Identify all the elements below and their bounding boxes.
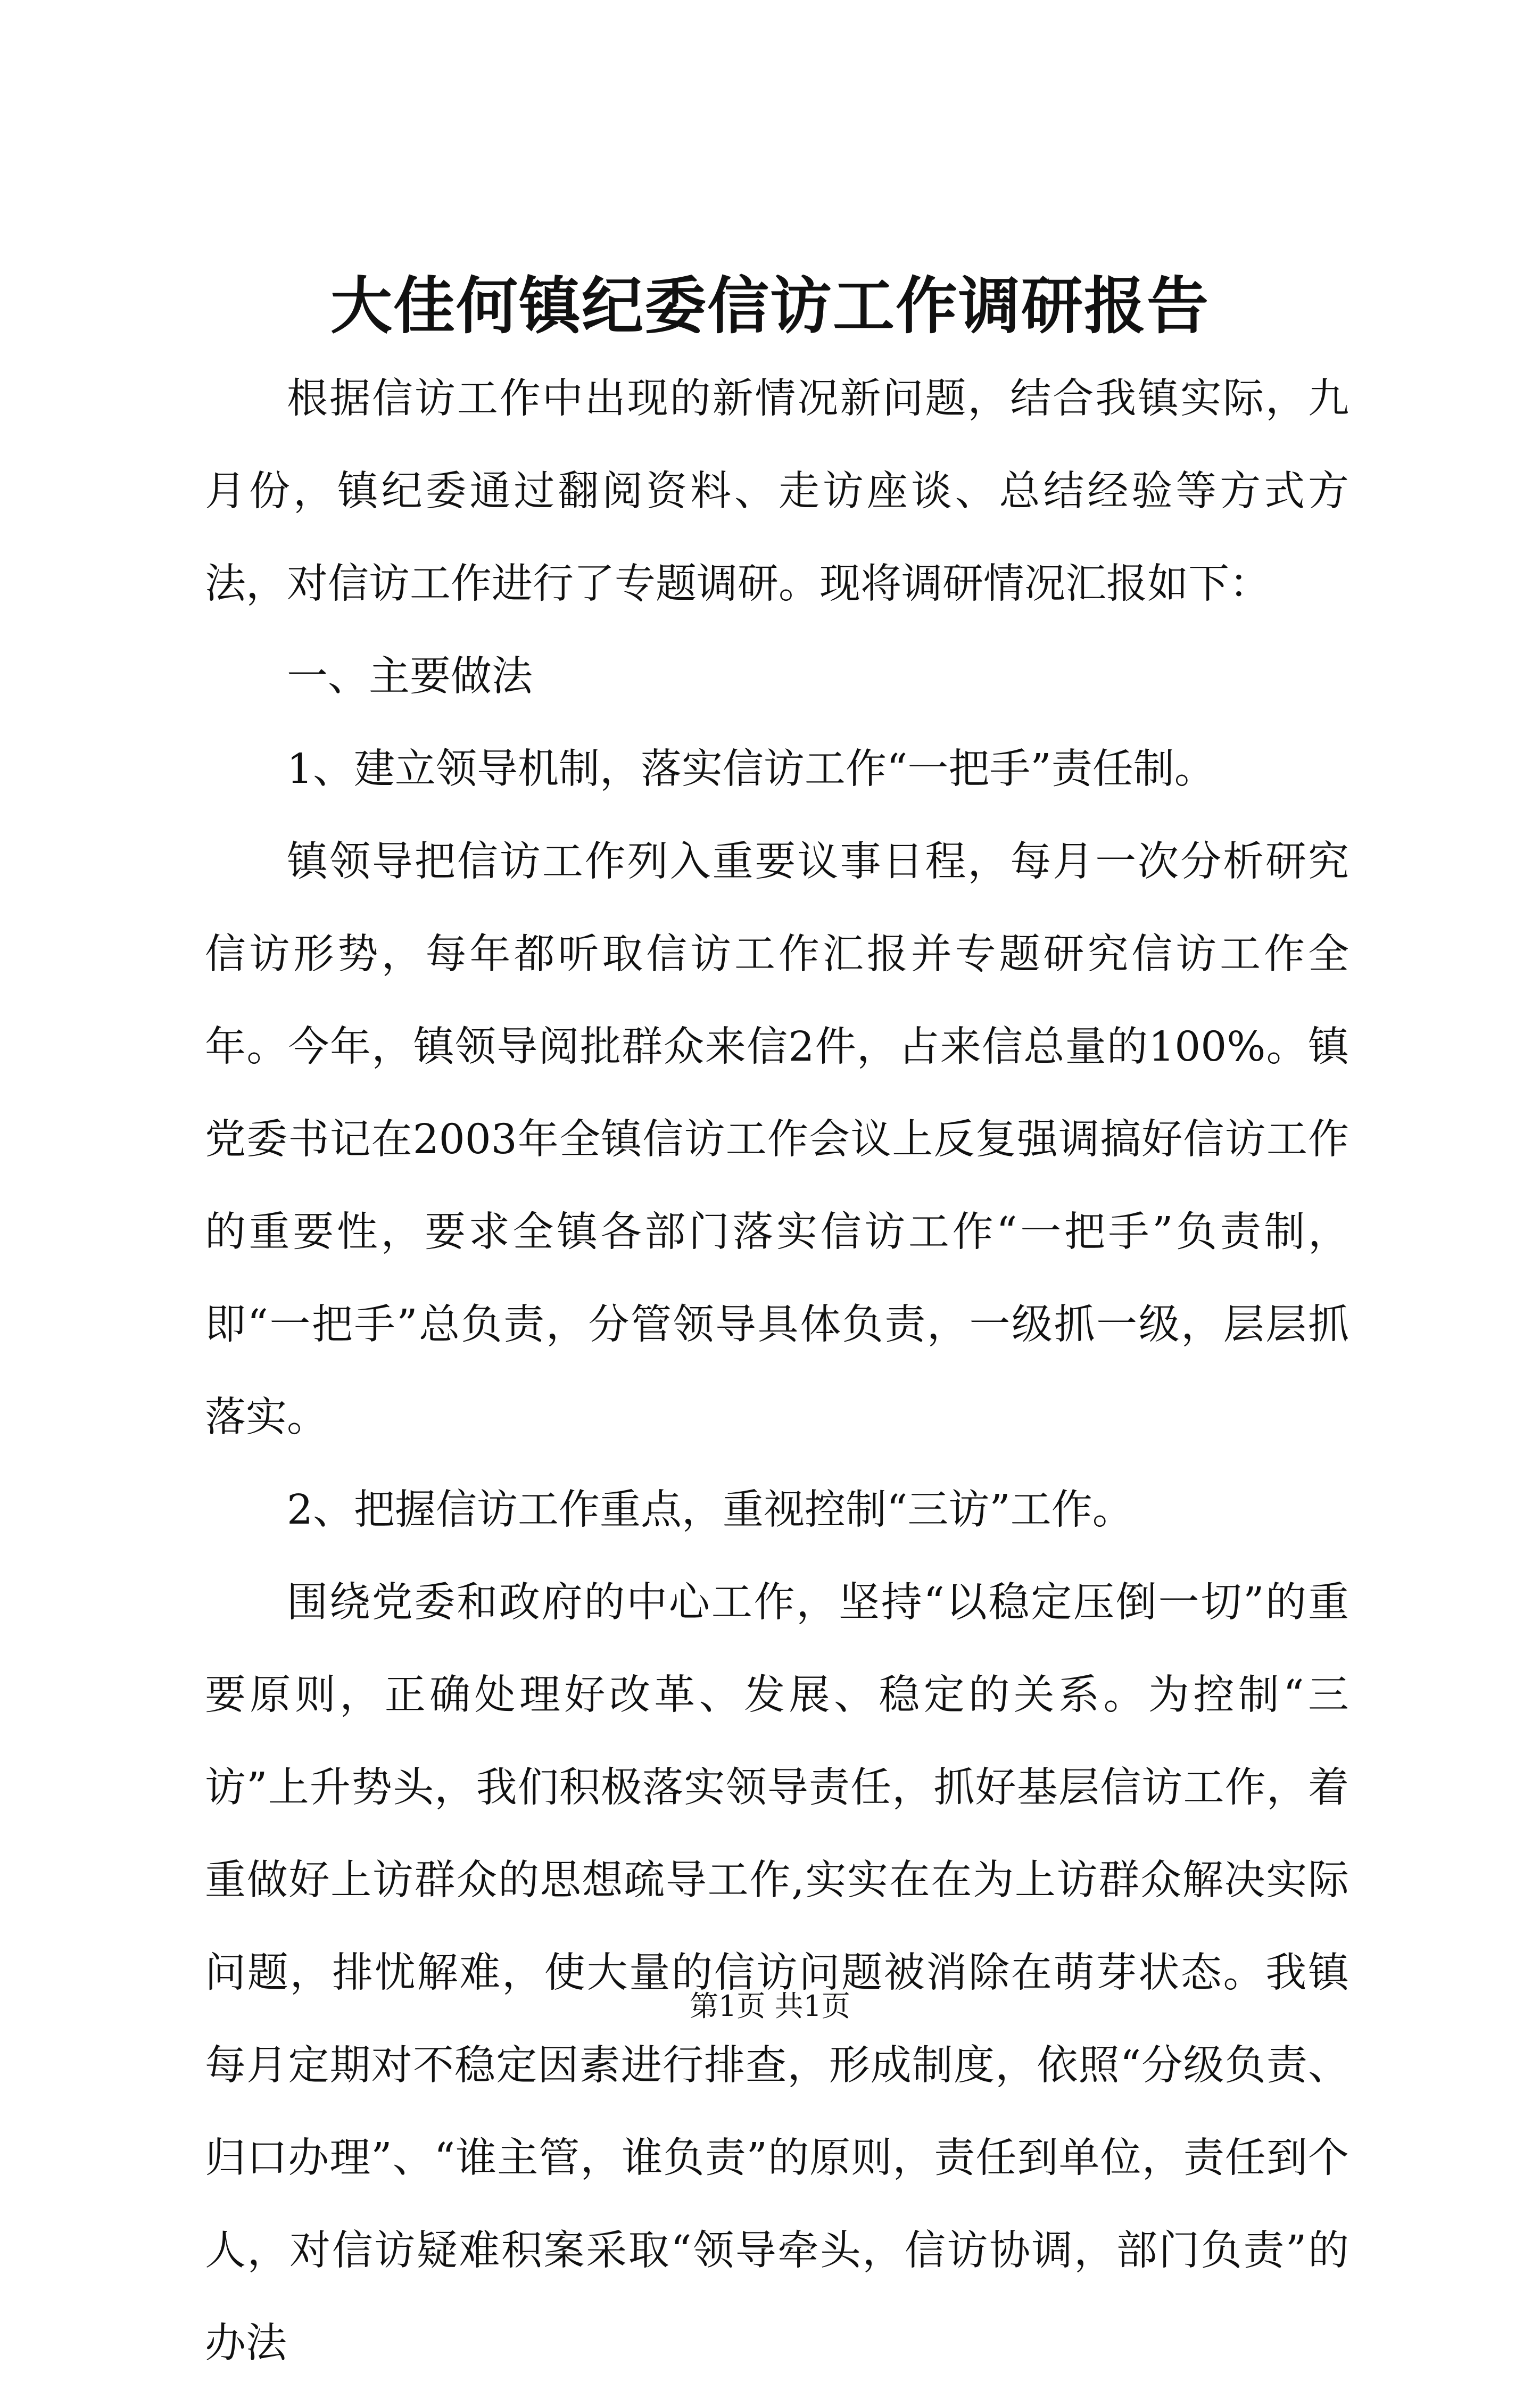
subheading-leadership-mechanism: 1、建立领导机制，落实信访工作“一把手”责任制。: [287, 746, 1215, 793]
document-body: [205, 353, 1349, 2390]
subheading-key-points: 2、把握信访工作重点，重视控制“三访”工作。: [287, 1486, 1133, 1534]
paragraph-intro: 根据信访工作中出现的新情况新问题，结合我镇实际，九月份，镇纪委通过翻阅资料、走访座谈、总结经验等方式方法，对信访工作进行了专题调研。现将调研情况汇报如下：: [205, 375, 1349, 608]
section-heading-main-practices: 一、主要做法: [287, 653, 533, 700]
paragraph-key-points-details: 围绕党委和政府的中心工作，坚持“以稳定压倒一切”的重要原则，正确处理好改革、发展、稳定的关系。为控制“三访”上升势头，我们积极落实领导责任，抓好基层信访工作，着重做好上访群众的思想疏导工作,实实在在为上访群众解决实际问题，排忧解难，使大量的信访问题被消除在萌芽状态。我镇每月定期对不稳定因素进行排查，形成制度，依照“分级负责、归口办理”、“谁主管，谁负责”的原则，责任到单位，责任到个人，对信访疑难积案采取“领导牵头，信访协调，部门负责”的办法: [205, 1579, 1349, 2367]
document-title: 大佳何镇纪委信访工作调研报告: [330, 270, 1210, 342]
page-footer: 第1页 共1页: [690, 1989, 850, 2023]
paragraph-leadership-details: 镇领导把信访工作列入重要议事日程，每月一次分析研究信访形势，每年都听取信访工作汇报并专题研究信访工作全年。今年，镇领导阅批群众来信2件，占来信总量的100%。镇党委书记在2003年全镇信访工作会议上反复强调搞好信访工作的重要性，要求全镇各部门落实信访工作“一把手”负责制，即“一把手”总负责，分管领导具体负责，一级抓一级，层层抓落实。: [205, 838, 1349, 1441]
